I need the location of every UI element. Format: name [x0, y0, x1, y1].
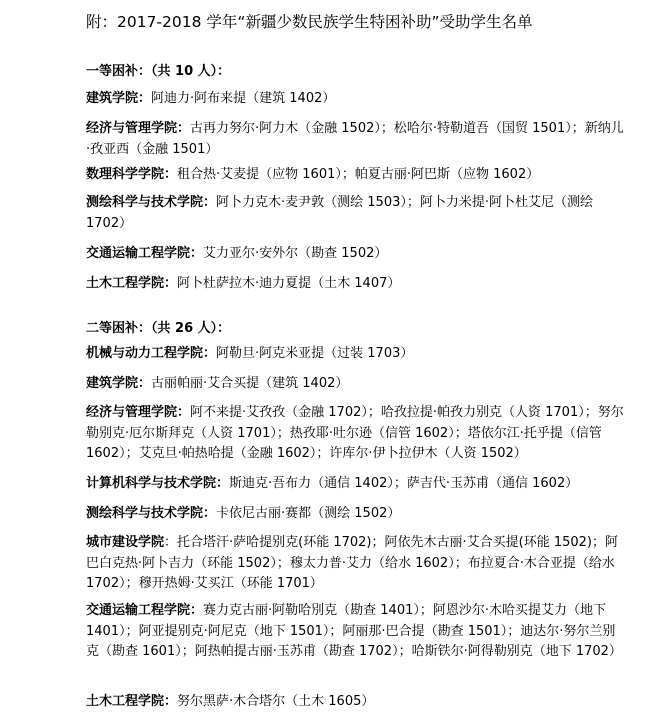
entry-mechanical-2 — [86, 344, 626, 365]
student-names: 阿卜力克木·麦尹敦（测绘 1503）；阿卜力米提·阿卜杜艾尼（测绘 1702） — [86, 195, 593, 231]
student-names: 古丽帕丽·艾合买提（建筑 1402） — [151, 376, 349, 391]
student-names: 阿不来提·艾孜孜（金融 1702）；哈孜拉提·帕孜力别克（人资 1701）；努尔勒别克·厄尔斯拜克（人资 1701）；热孜耶·吐尔逊（信管 1602）；塔依尔江·托乎提（信管 1602）；艾克旦·帕热哈提（金融 1602）；许库尔·伊卜拉伊木（人资 1502） — [86, 405, 624, 462]
entry-architecture-1 — [86, 89, 626, 110]
entry-economics-1 — [86, 119, 626, 160]
student-names: 阿勒旦·阿克米亚提（过装 1703） — [216, 346, 414, 361]
student-names: ：托合塔汗·萨哈提别克(环能 1702)；阿依先木古丽·艾合买提(环能 1502)；阿巴白克热·阿卜吉力（环能 1502）；穆太力普·艾力（给水 1602）；布拉夏合·木合亚提（给水 1702）；穆开热姆·艾买江（环能 1701） — [86, 535, 619, 592]
entry-computer-2 — [86, 474, 626, 495]
student-names: 斯迪克·吾布力（通信 1402）；萨吉代·玉苏甫（通信 1602） — [229, 476, 579, 491]
college-label: 机械与动力工程学院： — [86, 346, 217, 361]
college-label: 数理科学学院： — [86, 167, 178, 182]
college-label: 建筑学院： — [86, 376, 152, 391]
student-names: 阿迪力·阿布来提（建筑 1402） — [151, 91, 336, 106]
entry-architecture-2 — [86, 374, 626, 395]
student-names: 卡依尼古丽·赛都（测绘 1502） — [216, 506, 401, 521]
student-names: 赛力克古丽·阿勒哈別克（勘查 1401）；阿恩沙尔·木哈买提艾力（地下 1401）；阿亚提别克·阿尼克（地下 1501）；阿丽那·巴合提（勘查 1501）；迪达尔·努尔兰别克（勘查 1601）；阿热帕提古丽·玉苏甫（勘查 1702）；哈斯铁尔·阿得勒别克（地下 1702） — [86, 603, 622, 660]
entry-transport-2 — [86, 601, 626, 663]
college-label: 城市建设学院 — [86, 535, 165, 550]
entry-economics-2 — [86, 403, 626, 465]
document-title: 附：2017-2018 学年“新疆少数民族学生特困补助”受助学生名单 — [86, 13, 533, 31]
college-label: 经济与管理学院： — [86, 405, 191, 420]
student-names: 租合热·艾麦提（应物 1601）；帕夏古丽·阿巴斯（应物 1602） — [177, 167, 540, 182]
student-names: 古再力努尔·阿力木（金融 1502）；松哈尔·特勒道吾（国贸 1501）；新纳儿·孜亚西（金融 1501） — [86, 121, 624, 157]
student-names: 艾力亚尔·安外尔（勘查 1502） — [203, 246, 388, 261]
college-label: 交通运输工程学院： — [86, 246, 204, 261]
college-label: 测绘科学与技术学院： — [86, 506, 217, 521]
entry-urban-construction-2 — [86, 533, 626, 595]
section-heading-first-class: 一等困补：（共 10 人）： — [86, 64, 231, 79]
section-heading-second-class: 二等困补：（共 26 人）： — [86, 321, 231, 336]
entry-civil-1 — [86, 274, 626, 295]
college-label: 经济与管理学院： — [86, 121, 191, 136]
entry-science-1 — [86, 165, 626, 186]
college-label: 测绘科学与技术学院： — [86, 195, 217, 210]
entry-civil-2 — [86, 692, 626, 713]
student-names: 阿卜杜萨拉木·迪力夏提（土木 1407） — [177, 276, 401, 291]
student-names: 努尔黑萨·木合塔尔（土木 1605） — [177, 694, 375, 709]
college-label: 计算机科学与技术学院： — [86, 476, 230, 491]
college-label: 交通运输工程学院： — [86, 603, 204, 618]
entry-surveying-2 — [86, 504, 626, 525]
entry-surveying-1 — [86, 193, 626, 234]
college-label: 土木工程学院： — [86, 694, 178, 709]
entry-transport-1 — [86, 244, 626, 265]
college-label: 土木工程学院： — [86, 276, 178, 291]
college-label: 建筑学院： — [86, 91, 152, 106]
